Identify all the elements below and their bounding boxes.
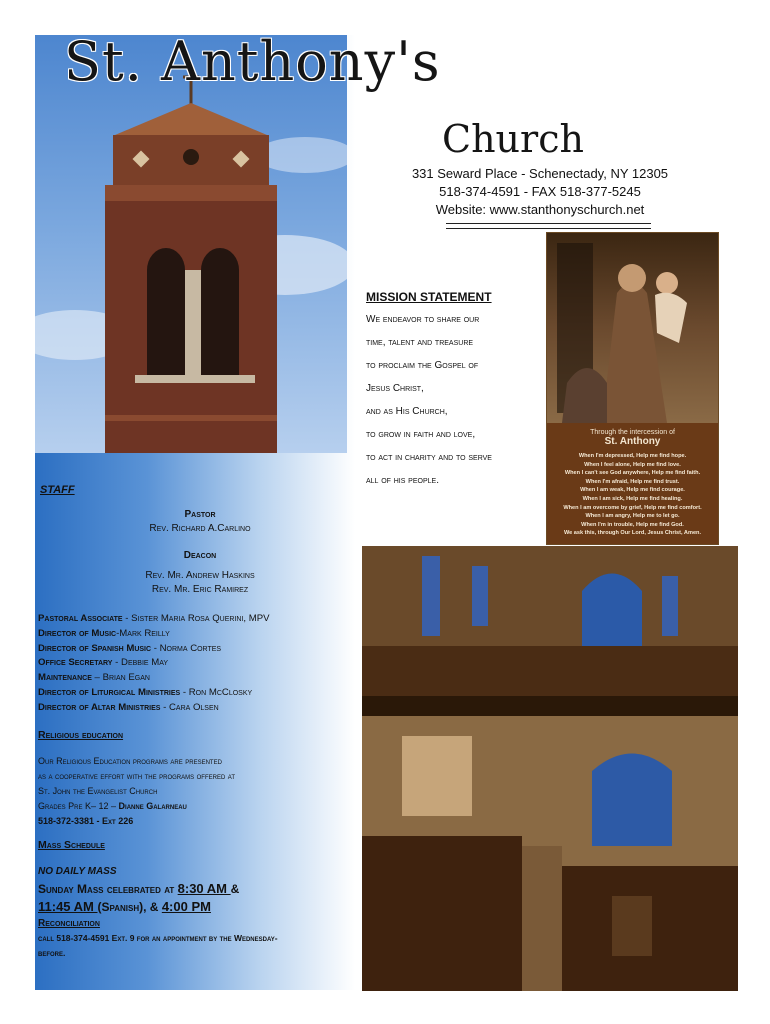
deacon-name: Rev. Mr. Andrew Haskins: [145, 570, 255, 581]
mission-line: time, talent and treasure: [366, 337, 474, 348]
deacon-name: Rev. Mr. Eric Ramirez: [151, 584, 249, 595]
address-line: 331 Seward Place - Schenectady, NY 12305: [411, 166, 669, 181]
prayer-line: When I'm afraid, Help me find trust.: [585, 478, 680, 485]
staff-sep: -: [180, 686, 189, 698]
st-anthony-statue-image: [547, 233, 718, 423]
mass-amp: &: [230, 882, 240, 896]
staff-member: Brian Egan: [102, 672, 150, 684]
rel-ed-line: St. John the Evangelist Church: [38, 786, 158, 796]
staff-roles-list: [38, 612, 358, 716]
staff-role-item: [38, 686, 358, 701]
mass-schedule: [38, 864, 368, 961]
reconciliation-heading: Reconciliation: [38, 918, 100, 929]
rel-ed-phone: 518-372-3381 - Ext 226: [38, 816, 134, 826]
prayer-intro: Through the intercession of: [590, 429, 675, 436]
staff-role-item: [38, 701, 358, 716]
staff-role: Maintenance: [38, 672, 92, 684]
mission-line: to proclaim the Gospel of: [366, 360, 479, 371]
staff-sep: -: [160, 701, 169, 713]
prayer-line: When I feel alone, Help me find love.: [584, 461, 681, 468]
st-anthony-prayer-card: [546, 232, 719, 545]
rel-ed-line: [38, 799, 358, 814]
divider-rule: [446, 228, 651, 229]
prayer-line: When I am overcome by grief, Help me find comfort.: [563, 504, 702, 511]
prayer-line: When I'm depressed, Help me find hope.: [578, 453, 687, 459]
phone-fax-line: 518-374-4591 - FAX 518-377-5245: [439, 184, 641, 199]
sunday-mass-line: [38, 898, 368, 916]
staff-sep: –: [91, 672, 103, 684]
mission-line: and as His Church,: [366, 406, 448, 417]
staff-sep: -: [122, 613, 132, 624]
mass-time: 11:45 AM: [38, 899, 98, 914]
reconciliation-call: before.: [38, 948, 66, 958]
church-name-title: St. Anthony's: [64, 30, 441, 93]
prayer-lines: [551, 452, 714, 538]
prayer-line: When I am weak, Help me find courage.: [580, 487, 685, 494]
prayer-line: We ask this, through Our Lord, Jesus Christ, Amen.: [563, 530, 702, 537]
mission-line: to grow in faith and love,: [366, 429, 476, 440]
mass-time: 4:00 PM: [161, 899, 211, 914]
prayer-line: When I am angry, Help me to let go.: [585, 513, 680, 520]
staff-member: Cara Olsen: [168, 701, 219, 713]
contact-block: [400, 165, 680, 219]
staff-member: Mark Reilly: [119, 627, 170, 639]
spanish-note: (Spanish): [97, 900, 144, 914]
prayer-banner: [547, 423, 718, 545]
mission-statement: [366, 312, 546, 496]
church-interior-photo: [362, 546, 738, 991]
divider-rule: [446, 223, 651, 224]
bell-tower-photo: [35, 35, 347, 453]
staff-role-item: [38, 612, 358, 627]
mission-line: We endeavor to share our: [366, 314, 480, 325]
staff-member: Sister Maria Rosa Querini, MPV: [131, 613, 270, 624]
reconciliation-call: call 518-374-4591 Ext. 9 for an appointment by the Wednesday-: [38, 933, 278, 943]
pastor-title: Pastor: [184, 509, 216, 520]
mass-schedule-heading: Mass Schedule: [38, 839, 105, 851]
staff-role-item: [38, 671, 358, 686]
staff-role-item: [38, 642, 358, 657]
staff-heading: STAFF: [40, 484, 75, 496]
rel-ed-line: Our Religious Education programs are presented: [38, 756, 222, 766]
staff-role-item: [38, 627, 358, 642]
sunday-mass-prefix: Sunday Mass celebrated at: [38, 882, 178, 896]
staff-member: Debbie May: [121, 657, 169, 669]
mission-line: to act in charity and to serve: [366, 452, 492, 463]
staff-role: Director of Music: [38, 627, 117, 639]
prayer-line: When I am sick, Help me find healing.: [582, 495, 683, 502]
prayer-line: When I can't see God anywhere, Help me find faith.: [564, 470, 701, 477]
mass-amp: , &: [143, 900, 162, 914]
rel-ed-line: as a cooperative effort with the programs offered at: [38, 771, 236, 781]
mission-heading: MISSION STATEMENT: [366, 290, 492, 304]
church-subtitle: Church: [442, 117, 584, 161]
no-daily-mass: NO DAILY MASS: [38, 866, 117, 877]
website-line[interactable]: Website: www.stanthonyschurch.net: [435, 202, 645, 217]
mass-time: 8:30 AM: [177, 881, 231, 896]
staff-sep: -: [151, 642, 160, 654]
staff-role: Director of Liturgical Ministries: [38, 686, 181, 698]
rel-ed-grades: Grades Pre K– 12 –: [38, 801, 119, 811]
staff-sep: -: [116, 627, 120, 639]
staff-member: Norma Cortes: [159, 642, 222, 654]
staff-role-item: [38, 656, 358, 671]
staff-role: Office Secretary: [38, 657, 113, 669]
staff-role: Pastoral Associate: [38, 613, 123, 624]
mission-line: all of his people.: [366, 475, 439, 486]
sunday-mass-line: [38, 880, 368, 898]
staff-sep: -: [112, 657, 122, 669]
deacon-block: [100, 549, 300, 597]
prayer-saint-name: St. Anthony: [604, 436, 661, 447]
pastor-block: [100, 508, 300, 536]
deacon-title: Deacon: [183, 550, 217, 561]
pastor-name: Rev. Richard A.Carlino: [149, 523, 251, 534]
religious-education-heading: Religious education: [38, 729, 124, 741]
staff-role: Director of Altar Ministries: [38, 701, 161, 713]
mission-line: Jesus Christ,: [366, 383, 424, 394]
prayer-line: When I'm in trouble, Help me find God.: [581, 521, 684, 528]
staff-role: Director of Spanish Music: [38, 642, 152, 654]
rel-ed-coordinator: Dianne Galarneau: [118, 801, 187, 811]
religious-education-text: [38, 754, 358, 829]
staff-member: Ron McClosky: [188, 686, 253, 698]
